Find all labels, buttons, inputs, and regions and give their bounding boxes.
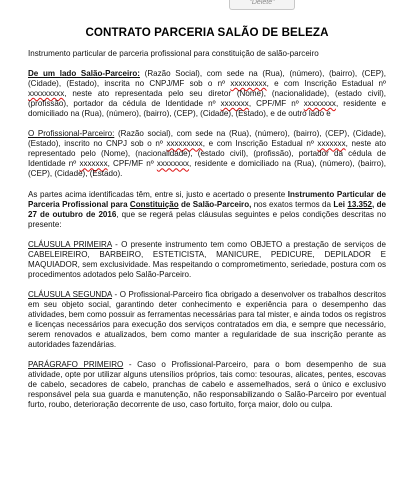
paragraph-text: , CPF/MF nº [248, 99, 304, 109]
clausula-primeira [28, 240, 386, 280]
paragraph-text: , residente e domiciliado na (Rua), (número), (bairro), (CEP), (Cidade), (Estado). [28, 159, 386, 179]
paragraph-profissional-parceiro [28, 129, 386, 179]
paragrafo-primeiro [28, 360, 386, 410]
placeholder-text: xxxxxxxxx [166, 139, 203, 149]
clause-heading: CLÁUSULA SEGUNDA [28, 289, 112, 299]
contract-name: Constituição [129, 199, 179, 209]
law-date: , de 27 de outubro de 2016 [28, 199, 386, 219]
law-number: 13.352 [347, 199, 372, 209]
placeholder-text: xxxxxxxxx [230, 79, 267, 89]
document-body [28, 49, 386, 410]
paragraph-acordo [28, 190, 386, 230]
clause-heading: CLÁUSULA PRIMEIRA [28, 239, 112, 249]
law-reference: Lei [333, 199, 348, 209]
paragraph-text: , neste ato representada pelo seu diretor (Nome), (nacionalidade), (estado civil), (profissão), portador da cédula de Identidade nº [28, 89, 386, 109]
paragraph-text: , e com Inscrição Estadual nº [266, 79, 386, 89]
clause-heading: PARÁGRAFO PRIMEIRO [28, 360, 124, 370]
paragraph-text: - O presente instrumento tem como OBJETO a prestação de serviços de CABELEIREIRO, BARBEIRO, ESTETICISTA, MANICURE, PEDICURE, DEPILADOR E MAQUIADOR, sem exclusividade. Mas respeitando o comprometimento, seriedade, postura com os procedimentos adotados pelo Salão-Parceiro. [28, 239, 386, 279]
intro-paragraph: Instrumento particular de parceria profissional para constituição de salão-parceiro [28, 49, 319, 58]
paragraph-lead: O Profissional-Parceiro: [28, 129, 115, 139]
paragraph-text: (Razão Social), com sede na (Rua), (número), (bairro), (CEP), (Cidade), (Estado), inscrita no CNPJ/MF sob o nº [28, 69, 386, 89]
paragraph-lead: De um lado Salão-Parceiro: [28, 69, 140, 79]
paragraph-text: , residente e domiciliado na (Rua), (número), (bairro), (CEP), (Cidade), (Estado), e de outro lado e [28, 99, 386, 119]
paragraph-text: (Razão social), com sede na (Rua), (número), (bairro), (CEP), (Cidade), (Estado), inscrito no CNPJ sob o nº [28, 129, 387, 149]
paragraph-text: nos exatos termos da [251, 199, 334, 209]
clausula-segunda [28, 290, 386, 350]
placeholder-text: xxxxxxx [317, 139, 346, 149]
contract-name: de Salão-Parceiro, [178, 199, 252, 209]
paragraph-salao-parceiro [28, 69, 386, 119]
placeholder-text: xxxxxxx [79, 159, 108, 169]
placeholder-text: xxxxxxxxx [28, 89, 65, 99]
document-title: CONTRATO PARCERIA SALÃO DE BELEZA [85, 26, 329, 39]
placeholder-text: xxxxxxxx [303, 99, 336, 109]
paragraph-text: , e com Inscrição Estadual nº [202, 139, 318, 149]
paragraph-text: - O Profissional-Parceiro fica obrigado a desenvolver os trabalhos descritos em seu objeto social, garantindo deter conhecimento e experiência para o desempenho das atividades, bem como possuir as ferramentas necessárias para tal mister, e ainda todos os registros e licenças necessários para execução dos serviços contratados em dia, e sempre que necessário, serem renovados e atualizados, bem como manter a regularidade de sua inscrição perante as autoridades fazendárias. [28, 289, 386, 350]
placeholder-text: xxxxxxxx [156, 159, 190, 169]
paragraph-text: As partes acima identificadas têm, entre si, justo e acertado o presente [28, 189, 288, 199]
paragraph-text: , neste ato representado pelo (Nome), (nacionalidade), (estado civil), (profissão), portador da cédula de Identidade nº [28, 139, 386, 169]
delete-tag[interactable]: "Delete" [229, 0, 295, 10]
paragraph-text: , CPF/MF nº [107, 159, 157, 169]
contract-name: Instrumento Particular de Parceria Profissional para [28, 189, 386, 209]
paragraph-text: , que se regerá pelas cláusulas seguintes e pelos condições descritas no presente: [28, 209, 387, 229]
paragraph-text: - Caso o Profissional-Parceiro, para o bom desempenho de sua atividade, opte por utilizar alguns utensílios próprios, tais como: tesouras, alicates, pentes, escovas de cabelo, secadores de cabelo, pranchas de cabelo e assemelhados, será o único e exclusivo responsável pela sua guarda e manutenção, não responsabilizando o Salão-Parceiro por eventual furto, roubo, deterioração decorrente de uso, caso fortuito, força maior, dolo ou culpa. [28, 360, 386, 410]
placeholder-text: xxxxxxx [220, 99, 249, 109]
